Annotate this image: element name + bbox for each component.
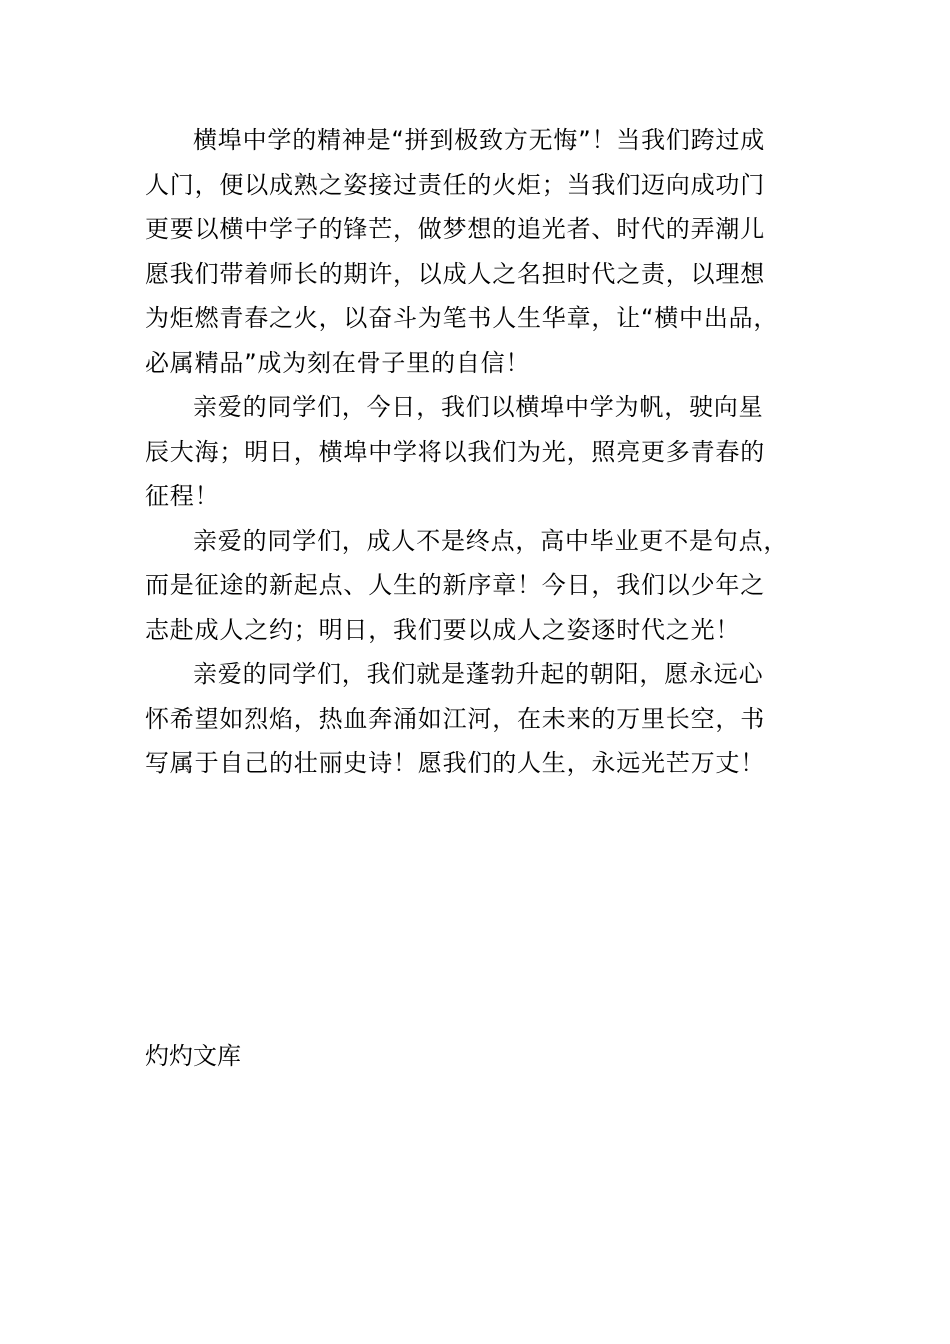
text-line: 亲爱的同学们，我们就是蓬勃升起的朝阳，愿永远心 <box>193 660 764 688</box>
text-line: 更要以横中学子的锋芒，做梦想的追光者、时代的弄潮儿 <box>145 215 765 243</box>
text-line: 怀希望如烈焰，热血奔涌如江河，在未来的万里长空，书 <box>145 704 765 733</box>
text-line: 辰大海；明日，横埠中学将以我们为光，照亮更多青春的 <box>145 437 765 466</box>
text-line: 必属精品”成为刻在骨子里的自信！ <box>145 348 531 377</box>
text-line: 志赴成人之约；明日，我们要以成人之姿逐时代之光！ <box>145 615 741 644</box>
paragraph-sail <box>145 385 835 519</box>
document-body <box>145 118 835 786</box>
text-line: 为炬燃青春之火，以奋斗为笔书人生华章，让“横中出品， <box>145 304 779 332</box>
paragraph-new-start <box>145 519 835 653</box>
paragraph-sunrise <box>145 652 835 786</box>
text-line: 愿我们带着师长的期许，以成人之名担时代之责，以理想 <box>145 259 765 288</box>
text-line: 人门，便以成熟之姿接过责任的火炬；当我们迈向成功门 <box>145 170 765 199</box>
paragraph-spirit <box>145 118 835 385</box>
text-line: 亲爱的同学们，今日，我们以横埠中学为帆，驶向星 <box>193 393 764 421</box>
text-line: 亲爱的同学们，成人不是终点，高中毕业更不是句点， <box>193 526 789 555</box>
footer-source: 灼灼文库 <box>145 1042 241 1070</box>
text-line: 写属于自己的壮丽史诗！愿我们的人生，永远光芒万丈！ <box>145 749 765 777</box>
text-line: 征程！ <box>145 482 220 510</box>
text-line: 而是征途的新起点、人生的新序章！今日，我们以少年之 <box>145 571 765 599</box>
text-line: 横埠中学的精神是“拼到极致方无悔”！当我们跨过成 <box>193 126 766 154</box>
